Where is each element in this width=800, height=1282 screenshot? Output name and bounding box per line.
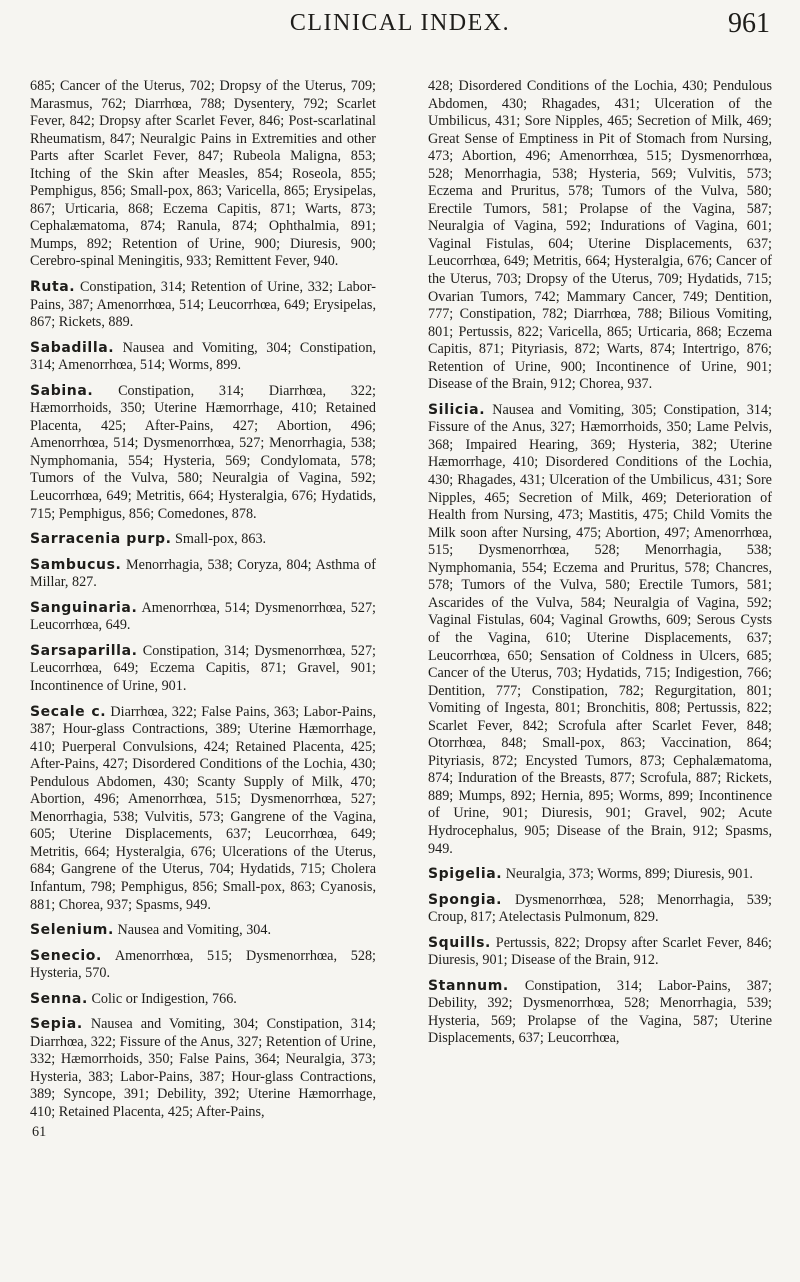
- entry-text: Menorrhagia, 538; Coryza, 804; Asthma of Millar, 827.: [30, 556, 376, 591]
- index-entry: [428, 866, 772, 884]
- right-column: [428, 78, 772, 1056]
- index-entry: [428, 78, 772, 394]
- index-entry: [30, 991, 376, 1009]
- remedy-name: Ruta.: [30, 279, 76, 296]
- remedy-name: Sambucus.: [30, 556, 122, 573]
- index-entry: [30, 78, 376, 271]
- entry-text: Amenorrhœa, 514; Dysmenorrhœa, 527; Leucorrhœa, 649.: [30, 599, 376, 634]
- remedy-name: Selenium.: [30, 922, 114, 939]
- index-entry: [30, 600, 376, 635]
- entry-text: Amenorrhœa, 515; Dysmenorrhœa, 528; Hysteria, 570.: [30, 947, 376, 982]
- entry-text: 428; Disordered Conditions of the Lochia, 430; Pendulous Abdomen, 430; Rhagades, 431; Ulceration of the Umbilicus, 431; Sore Nipples, 465; Secretion of Milk, 469; Great Sense of Emptiness in Pit of Stomach from Nursing, 473; Abortion, 496; Amenorrhœa, 515; Dysmenorrhœa, 528; Menorrhagia, 538; Hysteria, 569; Vulvitis, 573; Eczema and Pruritus, 578; Tumors of the Vulva, 580; Erectile Tumors, 581; Prolapse of the Vagina, 587; Neuralgia of Vagina, 592; Indurations of Vagina, 601; Vaginal Fistulas, 604; Uterine Displacements, 637; Leucorrhœa, 649; Metritis, 664; Hysteralgia, 676; Cancer of the Uterus, 703; Dropsy of the Uterus, 709; Hydatids, 715; Ovarian Tumors, 742; Mammary Cancer, 749; Dentition, 777; Constipation, 782; Diarrhœa, 788; Bilious Vomiting, 801; Pertussis, 822; Varicella, 865; Urticaria, 868; Eczema Capitis, 871; Pityriasis, 872; Warts, 874; Intertrigo, 876; Retention of Urine, 900; Incontinence of Urine, 901; Disease of the Brain, 912; Chorea, 937.: [428, 78, 772, 393]
- index-entry: [30, 531, 376, 549]
- remedy-name: Sanguinaria.: [30, 599, 138, 616]
- index-entry: [428, 402, 772, 858]
- entry-text: Constipation, 314; Labor-Pains, 387; Debility, 392; Dysmenorrhœa, 528; Menorrhagia, 539; Hysteria, 569; Prolapse of the Vagina, 587; Uterine Displacements, 637; Leucorrhœa,: [428, 977, 772, 1047]
- remedy-name: Senecio.: [30, 947, 102, 964]
- remedy-name: Squills.: [428, 934, 491, 951]
- index-entry: [30, 948, 376, 983]
- entry-text: Nausea and Vomiting, 304.: [113, 922, 272, 939]
- left-column: [30, 78, 376, 1141]
- remedy-name: Sabadilla.: [30, 339, 115, 356]
- index-entry: [30, 279, 376, 332]
- remedy-name: Secale c.: [30, 703, 107, 720]
- remedy-name: Senna.: [30, 990, 88, 1007]
- remedy-name: Stannum.: [428, 977, 509, 994]
- entry-text: Dysmenorrhœa, 528; Menorrhagia, 539; Croup, 817; Atelectasis Pulmonum, 829.: [428, 891, 772, 926]
- entry-text: 685; Cancer of the Uterus, 702; Dropsy of the Uterus, 709; Marasmus, 762; Diarrhœa, 788; Dysentery, 792; Scarlet Fever, 842; Dropsy after Scarlet Fever, 846; Post-scarlatinal Rheumatism, 847; Neuralgic Pains in Extremities and other Parts after Scarlet Fever, 847; Rubeola Maligna, 853; Itching of the Skin after Measles, 854; Roseola, 855; Pemphigus, 856; Small-pox, 863; Varicella, 865; Erysipelas, 867; Urticaria, 868; Eczema Capitis, 871; Warts, 873; Cephalæmatoma, 874; Ranula, 874; Ophthalmia, 891; Mumps, 892; Retention of Urine, 900; Diuresis, 900; Cerebro-spinal Meningitis, 933; Remittent Fever, 940.: [30, 78, 376, 270]
- page-number: 961: [728, 8, 770, 39]
- remedy-name: Spigelia.: [428, 866, 503, 883]
- entry-text: Colic or Indigestion, 766.: [87, 990, 237, 1007]
- index-entry: [30, 1016, 376, 1121]
- remedy-name: Sarsaparilla.: [30, 642, 138, 659]
- remedy-name: Silicia.: [428, 401, 486, 418]
- entry-text: Diarrhœa, 322; False Pains, 363; Labor-Pains, 387; Hour-glass Contractions, 389; Uterine Hæmorrhage, 410; Puerperal Convulsions, 424; Retained Placenta, 425; After-Pains, 427; Disordered Conditions of the Lochia, 430; Pendulous Abdomen, 430; Scanty Supply of Milk, 470; Abortion, 496; Amenorrhœa, 515; Dysmenorrhœa, 527; Menorrhagia, 538; Vulvitis, 573; Gangrene of the Vagina, 605; Uterine Displacements, 637; Leucorrhœa, 649; Metritis, 664; Hysteralgia, 676; Ulcerations of the Uterus, 684; Gangrene of the Uterus, 704; Hydatids, 715; Cholera Infantum, 798; Pemphigus, 856; Small-pox, 863; Cyanosis, 881; Chorea, 937; Spasms, 949.: [30, 703, 376, 913]
- index-entry: [30, 557, 376, 592]
- signature-mark: 61: [32, 1123, 47, 1140]
- page-title: CLINICAL INDEX.: [289, 10, 511, 36]
- entry-text: Constipation, 314; Dysmenorrhœa, 527; Leucorrhœa, 649; Eczema Capitis, 871; Gravel, 901; Incontinence of Urine, 901.: [30, 642, 376, 694]
- entry-text: Constipation, 314; Retention of Urine, 332; Labor-Pains, 387; Amenorrhœa, 514; Leucorrhœa, 649; Erysipelas, 867; Rickets, 889.: [30, 279, 376, 331]
- running-head: [0, 8, 800, 48]
- index-entry: [30, 922, 376, 940]
- index-entry: [30, 643, 376, 696]
- entry-text: Pertussis, 822; Dropsy after Scarlet Fever, 846; Diuresis, 901; Disease of the Brain, 912.: [428, 934, 772, 969]
- index-entry: [428, 892, 772, 927]
- entry-text: Nausea and Vomiting, 304; Constipation, 314; Diarrhœa, 322; Fissure of the Anus, 327; Retention of Urine, 332; Hæmorrhoids, 350; False Pains, 364; Neuralgia, 373; Hysteria, 383; Labor-Pains, 387; Hour-glass Contractions, 389; Syncope, 391; Debility, 392; Uterine Hæmorrhage, 410; Retained Placenta, 425; After-Pains,: [30, 1016, 376, 1120]
- entry-text: Nausea and Vomiting, 305; Constipation, 314; Fissure of the Anus, 327; Hæmorrhoids, 350; Lame Pelvis, 368; Impaired Hearing, 369; Hysteria, 382; Uterine Hæmorrhage, 410; Disordered Conditions of the Lochia, 430; Rhagades, 431; Ulceration of the Umbilicus, 431; Sore Nipples, 465; Secretion of Milk, 469; Deterioration of Health from Nursing, 473; Mastitis, 475; Child Vomits the Milk soon after Nursing, 475; Abortion, 497; Amenorrhœa, 515; Dysmenorrhœa, 528; Menorrhagia, 538; Nymphomania, 554; Eczema and Pruritus, 578; Chancres, 578; Tumors of the Vulva, 580; Erectile Tumors, 581; Ascarides of the Vulva, 584; Neuralgia of Vagina, 592; Vaginal Fistulas, 604; Vaginal Growths, 609; Serous Cysts of the Vagina, 610; Uterine Displacements, 637; Leucorrhœa, 650; Sensation of Coldness in Ulcers, 685; Cancer of the Uterus, 703; Hydatids, 715; Indigestion, 766; Dentition, 777; Constipation, 782; Regurgitation, 801; Vomiting of Ingesta, 801; Bronchitis, 808; Pertussis, 822; Scarlet Fever, 842; Scrofula after Scarlet Fever, 848; Otorrhœa, 848; Small-pox, 863; Vaccination, 864; Pityriasis, 872; Encysted Tumors, 873; Cephalæmatoma, 874; Induration of the Breasts, 877; Scrofula, 887; Rickets, 889; Mumps, 892; Hernia, 895; Worms, 899; Incontinence of Urine, 901; Diuresis, 901; Gravel, 902; Acute Hydrocephalus, 905; Disease of the Brain, 912; Spasms, 949.: [428, 401, 772, 857]
- index-entry: [30, 383, 376, 523]
- remedy-name: Spongia.: [428, 891, 503, 908]
- remedy-name: Sepia.: [30, 1016, 83, 1033]
- entry-text: Constipation, 314; Diarrhœa, 322; Hæmorrhoids, 350; Uterine Hæmorrhage, 410; Retained Placenta, 425; After-Pains, 427; Abortion, 496; Amenorrhœa, 514; Dysmenorrhœa, 527; Menorrhagia, 538; Nymphomania, 554; Hysteria, 569; Condylomata, 578; Tumors of the Vulva, 580; Neuralgia of Vagina, 592; Leucorrhœa, 649; Metritis, 664; Hysteralgia, 676; Hydatids, 715; Pemphigus, 856; Comedones, 878.: [30, 382, 376, 522]
- index-entry: [30, 704, 376, 915]
- entry-text: Nausea and Vomiting, 304; Constipation, 314; Amenorrhœa, 514; Worms, 899.: [30, 339, 376, 374]
- remedy-name: Sarracenia purp.: [30, 531, 172, 548]
- remedy-name: Sabina.: [30, 382, 94, 399]
- index-entry: [30, 340, 376, 375]
- entry-text: Neuralgia, 373; Worms, 899; Diuresis, 901.: [502, 866, 753, 883]
- index-entry: [428, 978, 772, 1048]
- index-entry: [428, 935, 772, 970]
- entry-text: Small-pox, 863.: [171, 531, 267, 548]
